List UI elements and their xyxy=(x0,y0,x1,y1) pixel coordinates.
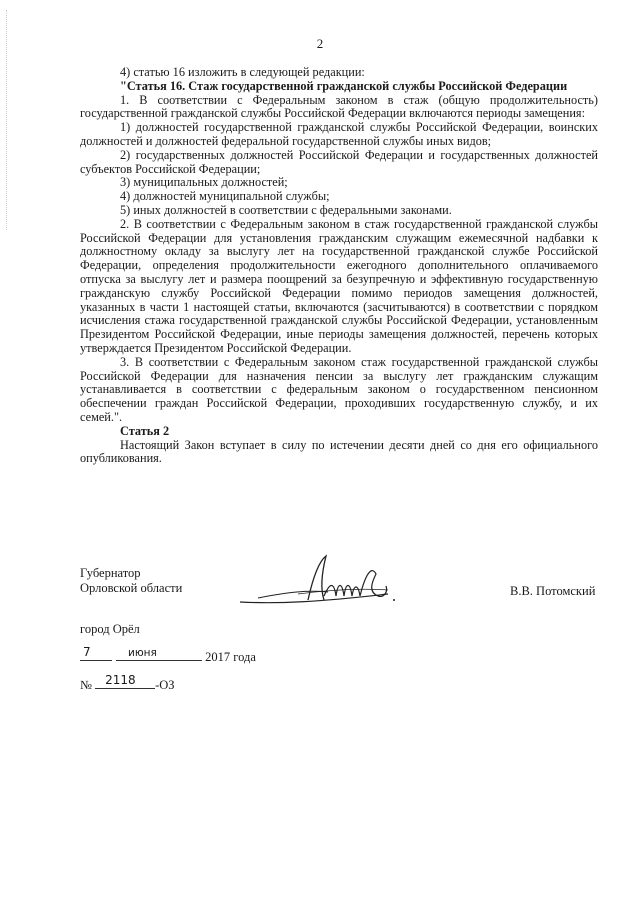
article-2-text: Настоящий Закон вступает в силу по истечении десяти дней со дня его официального опубликования. xyxy=(80,437,598,466)
signatory-position xyxy=(80,566,182,596)
number-value: 2118 xyxy=(105,673,136,687)
list-item-5: 5) иных должностей в соответствии с федеральными законами. xyxy=(120,202,452,217)
list-item-4: 4) должностей муниципальной службы; xyxy=(120,189,330,204)
paragraph-3: 3. В соответствии с Федеральным законом стаж государственной гражданской службы Российской Федерации для назначения пенсии за выслугу лет гражданским служащим устанавливается в соответствии с федеральным законом о государственном пенсионном обеспечении граждан Российской Федерации, проходивших государственную службу, и их семей.". xyxy=(80,354,598,424)
handwritten-signature xyxy=(238,552,398,612)
list-item-2: 2) государственных должностей Российской Федерации и государственных должностей субъектов Российской Федерации; xyxy=(80,147,598,176)
document-body xyxy=(80,66,598,466)
paragraph-1: 1. В соответствии с Федеральным законом в стаж (общую продолжительность) государственной гражданской службы Российской Федерации включаются периоды замещения: xyxy=(80,92,598,121)
number-sign: № xyxy=(80,678,92,692)
law-number xyxy=(80,673,175,693)
date-month: июня xyxy=(128,647,157,659)
date-day: 7 xyxy=(83,645,91,659)
page-number: 2 xyxy=(316,36,324,51)
paragraph-2: 2. В соответствии с Федеральным законом в стаж государственной гражданской службы Российской Федерации для установления гражданским служащим ежемесячной надбавки к должностному окладу за выслугу лет на государственной гражданской службе Российской Федерации, определения продолжительности ежегодного дополнительного оплачиваемого отпуска за выслугу лет и размера поощрений за безупречную и эффективную государственную гражданскую службу Российской Федерации помимо периодов замещения должностей, указанных в части 1 настоящей статьи, включаются (засчитываются) в соответствии с порядком исчисления стажа государственной гражданской службы Российской Федерации, установленным Президентом Российской Федерации, иные периоды замещения должностей, перечень которых утверждается Президентом Российской Федерации. xyxy=(80,216,598,355)
list-item-1: 1) должностей государственной гражданской службы Российской Федерации, воинских должностей и должностей федеральной государственной службы иных видов; xyxy=(80,120,598,148)
number-suffix: -ОЗ xyxy=(155,678,175,692)
date-day-field xyxy=(80,645,112,661)
list-item-3: 3) муниципальных должностей; xyxy=(120,175,288,190)
date-year: 2017 года xyxy=(205,650,256,664)
city: город Орёл xyxy=(80,622,140,636)
signatory-name: В.В. Потомский xyxy=(510,584,596,598)
position-line-1: Губернатор xyxy=(80,566,141,580)
date-month-field xyxy=(116,648,202,661)
intro-line: 4) статью 16 изложить в следующей редакции: xyxy=(120,65,365,79)
article-16-title: "Статья 16. Стаж государственной гражданской службы Российской Федерации xyxy=(120,78,568,93)
number-field xyxy=(95,673,155,689)
article-2-title: Статья 2 xyxy=(120,423,170,438)
signing-date xyxy=(80,645,256,665)
position-line-2: Орловской области xyxy=(80,581,183,595)
